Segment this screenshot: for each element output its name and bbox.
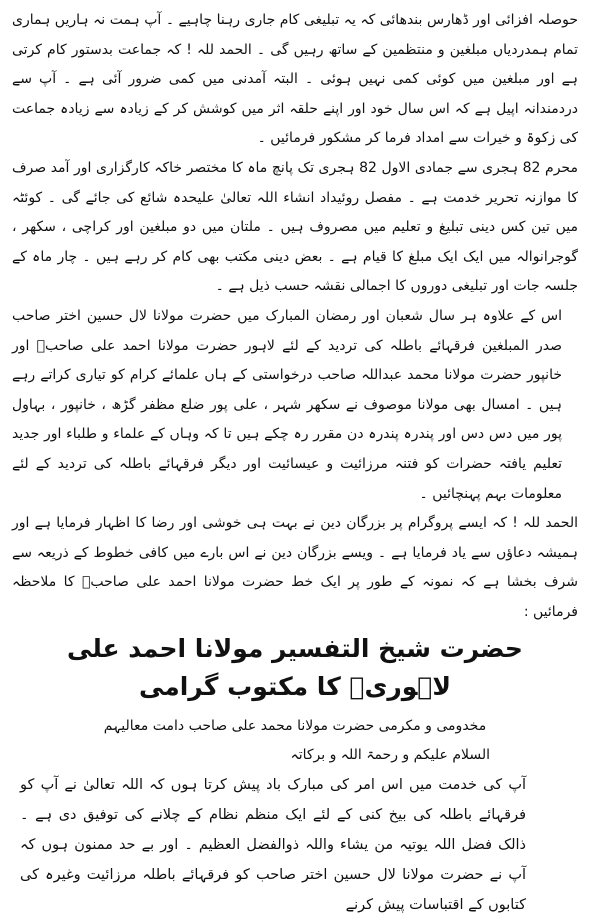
letter-heading: حضرت شیخ التفسیر مولانا احمد علی لاہوریؒ کا مکتوب گرامی — [67, 634, 523, 702]
paragraph-training-program: اس کے علاوہ ہر سال شعبان اور رمضان المبارک میں حضرت مولانا لال حسین اختر صاحب صدر المبلغین فرقہائے باطلہ کی تردید کے لئے لاہور حضرت مولانا احمد علی صاحبؒ اور خانپور حضرت مولانا محمد عبداللہ صاحب درخواستی کے ہاں علمائے کرام کو تیاری کراتے رہے ہیں ۔ امسال بھی مولانا موصوف نے سکھر شہر ، علی پور ضلع مظفر گڑھ ، خانپور ، بہاول پور میں دس دس اور پندرہ پندرہ دن مقرر رہ چکے ہیں تا کہ وہاں کے علماء و طلباء اور جدید تعلیم یافتہ حضرات کو فتنہ مرزائیت و عیسائیت اور دیگر فرقہائے باطلہ کی تردید کے لئے معلومات بہم پہنچائیں ۔ — [12, 307, 562, 502]
paragraph-report-summary: محرم 82 ہجری سے جمادی الاول 82 ہجری تک پانچ ماہ کا مختصر خاکہ کارگزاری اور آمد صرف کا موازنہ تحریر خدمت ہے ۔ مفصل روئیداد انشاء اللہ تعالیٰ علیحدہ شائع کی جائے گی ۔ کوئٹہ میں تین کس دینی تبلیغ و تعلیم میں مصروف ہیں ۔ ملتان میں دو مبلغین اور کراچی ، سکھر ، گوجرانوالہ میں ایک ایک مبلغ کا قیام ہے ۔ بعض دینی مکتب بھی کام کر رہے ہیں ۔ چار ماہ کے جلسہ جات اور تبلیغی دوروں کا اجمالی نقشہ حسب ذیل ہے ۔ — [12, 159, 578, 295]
paragraph-elders-approval: الحمد للہ ! کہ ایسے پروگرام پر بزرگان دین نے بہت ہی خوشی اور رضا کا اظہار فرمایا ہے اور ہمیشہ دعاؤں سے یاد فرمایا ہے ۔ ویسے بزرگان دین نے اس بارے میں کافی خطوط کے ذریعہ سے شرف بخشا ہے کہ نمونہ کے طور پر ایک خط حضرت مولانا احمد علی صاحبؒ کا ملاحظہ فرمائیں : — [12, 515, 578, 620]
letter-salutation: مخدومی و مکرمی حضرت مولانا محمد علی صاحب دامت معالیہم — [103, 718, 487, 735]
letter-body: آپ کی خدمت میں اس امر کی مبارک باد پیش کرتا ہوں کہ اللہ تعالیٰ نے آپ کو فرقہائے باطلہ کی بیخ کنی کے لئے ایک منظم نظام کے چلانے کی توفیق دی ہے ۔ ذالک فضل اللہ یوتیہ من یشاء واللہ ذوالفضل العظیم ۔ اور بے حد ممنون ہوں کہ آپ نے حضرت مولانا لال حسین اختر صاحب کو فرقہائے باطلہ مرزائیت وغیرہ کی کتابوں کے اقتباسات پیش کرنے — [20, 777, 526, 914]
letter-greeting: السلام علیکم و رحمۃ اللہ و برکاتہ — [290, 747, 490, 764]
paragraph-appeal: حوصلہ افزائی اور ڈھارس بندھائی کہ یہ تبلیغی کام جاری رہنا چاہیے ۔ آپ ہمت نہ ہاریں ہماری تمام ہمدردیاں مبلغین و منتظمین کے ساتھ رہیں گی ۔ الحمد للہ ! کہ جماعت بدستور کام کرتی ہے اور مبلغین میں کوئی کمی نہیں ہوئی ۔ البتہ آمدنی میں کمی ضرور آئی ہے ۔ آپ سے دردمندانہ اپیل ہے کہ اس سال خود اور اپنے حلقہ اثر میں کوشش کر کے زیادہ سے زیادہ جماعت کی زکوۃ و خیرات سے امداد فرما کر مشکور فرمائیں ۔ — [12, 12, 578, 147]
